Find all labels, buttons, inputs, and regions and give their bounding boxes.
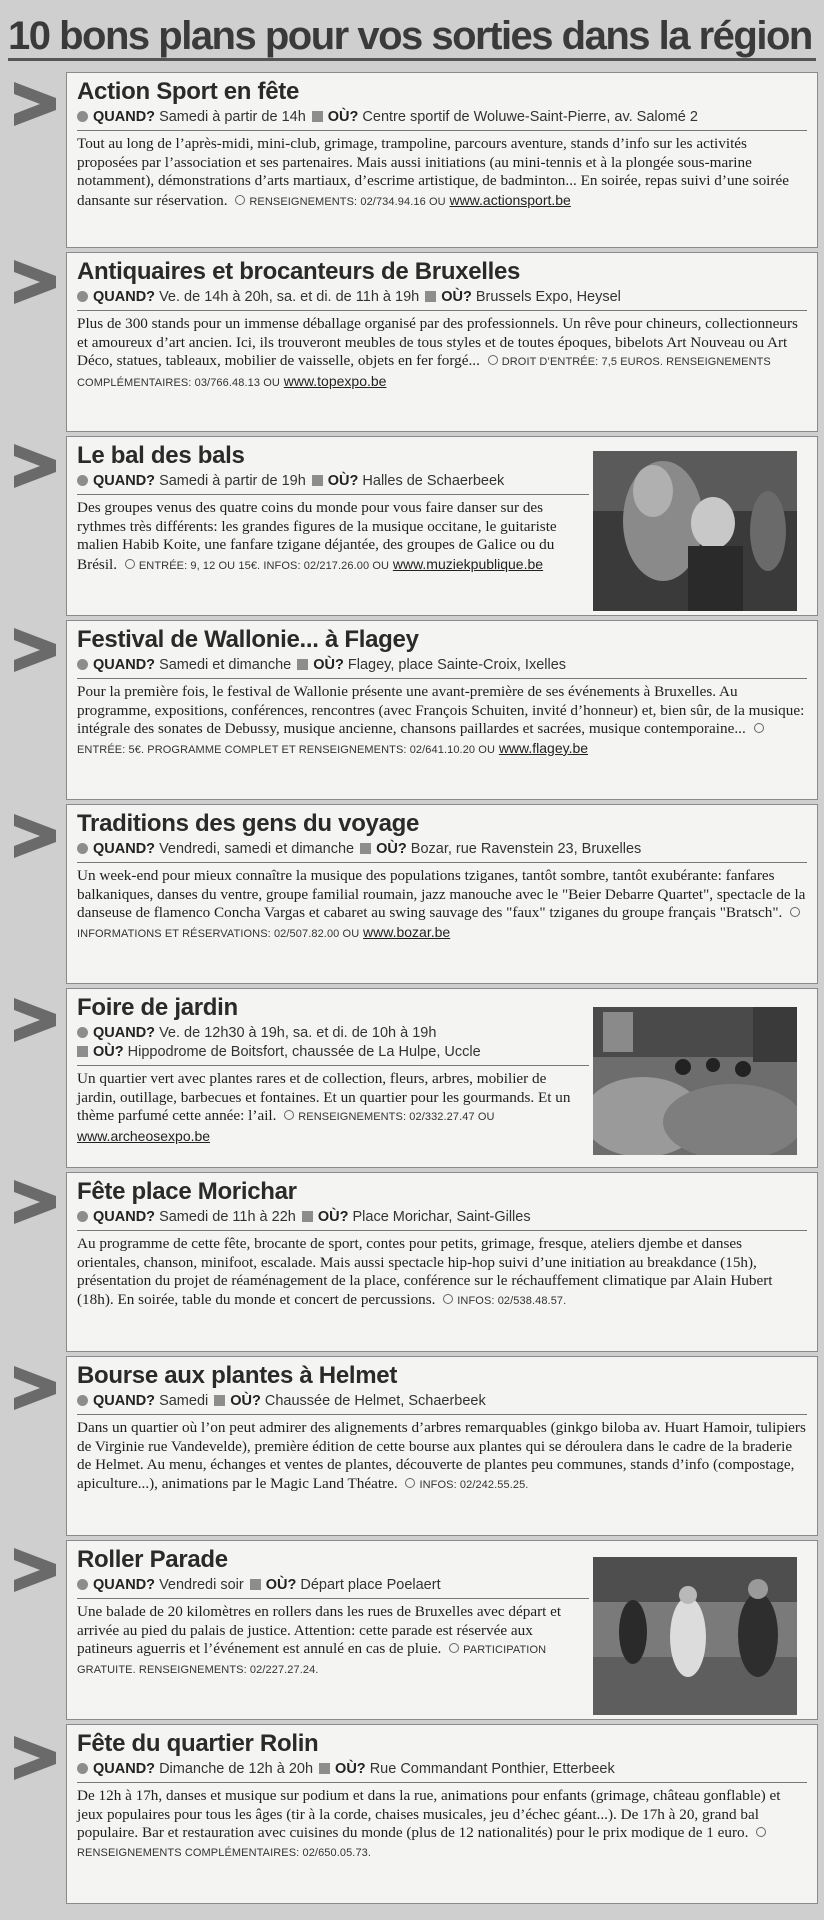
event-where: Départ place Poelaert <box>300 1577 441 1593</box>
chevron-icon <box>10 994 60 1046</box>
dancers-photo <box>593 451 797 611</box>
event-title: Le bal des bals <box>77 442 245 469</box>
bullet-square-icon <box>297 659 308 670</box>
event-description <box>77 1603 589 1679</box>
event-when: Ve. de 12h30 à 19h, sa. et di. de 10h à 19h <box>159 1025 437 1041</box>
event-info: RENSEIGNEMENTS COMPLÉMENTAIRES: 02/650.05.73. <box>77 1846 372 1859</box>
event-meta <box>77 655 807 679</box>
event-where: Chaussée de Helmet, Schaerbeek <box>264 1393 486 1409</box>
event-meta <box>77 839 807 863</box>
when-label: QUAND? <box>93 1393 156 1409</box>
event-when: Samedi à partir de 14h <box>159 109 306 125</box>
event-body: Dans un quartier où l’on peut admirer des alignements d’arbres remarquables (ginkgo biloba av. Huart Hamoir, tulipiers de Virginie rue Vandevelde), première édition de cette bourse aux plantes qui se déroulera dans le cadre de la braderie de Helmet. Au menu, échanges et ventes de plantes, découverte de plantes peu communes, stands d’info (compostage, apiculture...), animations par le Magic Land Théatre. <box>77 1419 806 1492</box>
event-where: Brussels Expo, Heysel <box>475 289 621 305</box>
chevron-icon <box>10 1362 60 1414</box>
when-label: QUAND? <box>93 109 156 125</box>
event-box <box>66 1356 818 1536</box>
chevron-icon <box>10 624 60 676</box>
bullet-square-icon <box>214 1395 225 1406</box>
event-when: Samedi à partir de 19h <box>159 473 306 489</box>
event-where: Rue Commandant Ponthier, Etterbeek <box>369 1761 615 1777</box>
bullet-dot-icon <box>77 291 88 302</box>
event-where: Flagey, place Sainte-Croix, Ixelles <box>347 657 567 673</box>
bullet-square-icon <box>360 843 371 854</box>
event-url[interactable]: www.muziekpublique.be <box>392 555 544 572</box>
event-box <box>66 1172 818 1352</box>
event-info: INFORMATIONS ET RÉSERVATIONS: 02/507.82.00 OU <box>77 927 360 940</box>
event-url[interactable]: www.archeosexpo.be <box>77 1127 211 1144</box>
event-title: Action Sport en fête <box>77 78 300 105</box>
event-when: Vendredi, samedi et dimanche <box>159 841 355 857</box>
event-title: Traditions des gens du voyage <box>77 810 420 837</box>
event-description <box>77 499 589 575</box>
event-where: Hippodrome de Boitsfort, chaussée de La Hulpe, Uccle <box>127 1044 481 1060</box>
event-url[interactable]: www.actionsport.be <box>449 191 571 208</box>
bullet-square-icon <box>250 1579 261 1590</box>
event-title: Antiquaires et brocanteurs de Bruxelles <box>77 258 521 285</box>
chevron-icon <box>10 1176 60 1228</box>
info-icon <box>488 355 498 365</box>
event-title: Festival de Wallonie... à Flagey <box>77 626 419 653</box>
event-body: Tout au long de l’après-midi, mini-club, grimage, trampoline, parcours aventure, stands d’info sur les activités proposées par l’association et ses partenaires. Mais aussi initiations (au mini-tennis et à la plongée sous-marine notamment), démonstrations d’arts martiaux, d’escrime artistique, de badminton... En soirée, repas suivi d’une soirée dansante sur réservation. <box>77 135 789 209</box>
event-when: Samedi <box>159 1393 209 1409</box>
event-body: Un quartier vert avec plantes rares et de collection, fleurs, arbres, mobilier de jardin, outillage, barbecues et fontaines. Et un quartier pour les gourmands. Et un thème parfumé cette année: l’ail. <box>77 1070 571 1125</box>
event-info: INFOS: 02/538.48.57. <box>457 1294 567 1307</box>
info-icon <box>790 907 800 917</box>
event-body: Plus de 300 stands pour un immense déballage organisé par des professionnels. Un rêve pour chineurs, collectionneurs et amoureux d’art ancien. Ici, ils trouveront meubles de tous styles et de toutes époques, bibelots Art Nouveau ou Art Déco, statues, tableaux, mobilier de vaisselle, objets en fer forgé... <box>77 315 798 370</box>
event-description <box>77 135 807 211</box>
bullet-square-icon <box>77 1046 88 1057</box>
event-where: Place Morichar, Saint-Gilles <box>352 1209 531 1225</box>
event-title: Fête place Morichar <box>77 1178 297 1205</box>
where-label: OÙ? <box>313 657 344 673</box>
event-info: DROIT D’ENTRÉE: 7,5 EUROS. RENSEIGNEMENTS COMPLÉMENTAIRES: 03/766.48.13 OU <box>77 356 771 389</box>
garden-fair-photo <box>593 1007 797 1155</box>
bullet-dot-icon <box>77 1027 88 1038</box>
event-description <box>77 683 807 759</box>
event-meta <box>77 107 807 131</box>
event-title: Roller Parade <box>77 1546 228 1573</box>
event-box <box>66 252 818 432</box>
where-label: OÙ? <box>230 1393 261 1409</box>
event-when: Samedi de 11h à 22h <box>159 1209 296 1225</box>
event-box <box>66 804 818 984</box>
event-meta <box>77 1207 807 1231</box>
info-icon <box>443 1294 453 1304</box>
event-meta <box>77 1759 807 1783</box>
when-label: QUAND? <box>93 1577 156 1593</box>
bullet-dot-icon <box>77 111 88 122</box>
event-when: Samedi et dimanche <box>159 657 292 673</box>
event-info: RENSEIGNEMENTS: 02/332.27.47 OU <box>298 1111 495 1124</box>
event-info: PARTICIPATION GRATUITE. RENSEIGNEMENTS: 02/227.27.24. <box>77 1644 547 1676</box>
where-label: OÙ? <box>265 1577 297 1593</box>
when-label: QUAND? <box>93 289 156 305</box>
event-description <box>77 1070 589 1146</box>
chevron-icon <box>10 256 60 308</box>
event-body: De 12h à 17h, danses et musique sur podium et dans la rue, animations pour enfants (grimage, château gonflable) et jeux populaires pour tous les âges (tir à la corde, chaises musicales, jeu d’échec géant...). De 17h à 20, grand bal populaire. Bar et restauration avec cuisines du monde (plus de 12 nationalités) pour le prix modique de 1 euro. <box>77 1787 781 1842</box>
chevron-icon <box>10 1732 60 1784</box>
where-label: OÙ? <box>93 1044 124 1060</box>
page-headline: 10 bons plans pour vos sorties dans la région <box>8 14 812 58</box>
chevron-icon <box>10 78 60 130</box>
event-title: Foire de jardin <box>77 994 238 1021</box>
event-description <box>77 1787 807 1862</box>
info-icon <box>405 1478 415 1488</box>
info-icon <box>235 195 245 205</box>
where-label: OÙ? <box>317 1209 349 1225</box>
where-label: OÙ? <box>335 1761 366 1777</box>
event-box <box>66 436 818 616</box>
event-box <box>66 72 818 248</box>
event-body: Pour la première fois, le festival de Wallonie présente une avant-première de ses événements à Bruxelles. Au programme, expositions, conférences, rencontres (avec François Schuiten, invité d’honneur) et, bien sûr, de la musique: intégrale des sonates de Debussy, musique ancienne, chansons paillardes et sacrées, musique contemporaine... <box>77 683 805 738</box>
event-description <box>77 315 807 392</box>
event-meta <box>77 471 589 495</box>
event-url[interactable]: www.flagey.be <box>498 739 589 756</box>
roller-parade-photo <box>593 1557 797 1715</box>
headline-rule <box>8 58 816 61</box>
event-box <box>66 988 818 1168</box>
where-label: OÙ? <box>441 289 472 305</box>
event-box <box>66 1540 818 1720</box>
event-where: Halles de Schaerbeek <box>362 473 505 489</box>
event-body: Une balade de 20 kilomètres en rollers dans les rues de Bruxelles avec départ et arrivée au pied du palais de justice. Attention: cette parade est réservée aux patineurs aguerris et l’événement est annulé en cas de pluie. <box>77 1603 562 1658</box>
bullet-square-icon <box>302 1211 313 1222</box>
event-meta <box>77 1391 807 1415</box>
bullet-square-icon <box>312 111 323 122</box>
where-label: OÙ? <box>327 473 359 489</box>
event-when: Vendredi soir <box>159 1577 244 1593</box>
bullet-square-icon <box>425 291 436 302</box>
event-body: Au programme de cette fête, brocante de sport, contes pour petits, grimage, fresque, ateliers djembe et danses orientales, chanson, minifoot, escalade. Mais aussi spectacle hip-hop suivi d’une initiation au breakdance (15h), présentation du projet de réaménagement de la place, conférence sur le réchauffement climatique par Alain Hubert (18h). En soirée, table du monde et concert de percussions. <box>77 1235 773 1308</box>
info-icon <box>449 1643 459 1653</box>
event-description <box>77 1419 807 1494</box>
event-meta <box>77 1023 589 1066</box>
chevron-icon <box>10 1544 60 1596</box>
info-icon <box>756 1827 766 1837</box>
event-box <box>66 1724 818 1904</box>
bullet-dot-icon <box>77 1395 88 1406</box>
bullet-dot-icon <box>77 1579 88 1590</box>
event-info: RENSEIGNEMENTS: 02/734.94.16 OU <box>249 195 446 208</box>
where-label: OÙ? <box>327 109 359 125</box>
event-when: Dimanche de 12h à 20h <box>159 1761 314 1777</box>
when-label: QUAND? <box>93 1761 156 1777</box>
when-label: QUAND? <box>93 1209 156 1225</box>
event-title: Bourse aux plantes à Helmet <box>77 1362 398 1389</box>
when-label: QUAND? <box>93 841 156 857</box>
event-where: Bozar, rue Ravenstein 23, Bruxelles <box>410 841 642 857</box>
bullet-dot-icon <box>77 1211 88 1222</box>
bullet-dot-icon <box>77 475 88 486</box>
event-info: ENTRÉE: 5€. PROGRAMME COMPLET ET RENSEIGNEMENTS: 02/641.10.20 OU <box>77 743 496 756</box>
when-label: QUAND? <box>93 473 156 489</box>
event-info: ENTRÉE: 9, 12 OU 15€. INFOS: 02/217.26.00 OU <box>138 559 390 572</box>
when-label: QUAND? <box>93 1025 156 1041</box>
info-icon <box>754 723 764 733</box>
bullet-dot-icon <box>77 843 88 854</box>
event-description <box>77 1235 807 1310</box>
bullet-dot-icon <box>77 659 88 670</box>
bullet-square-icon <box>312 475 323 486</box>
event-body: Un week-end pour mieux connaître la musique des populations tziganes, tantôt sombre, tantôt exubérante: fanfares balkaniques, danses du ventre, groupe familial roumain, jazz manouche avec le "Beier Debarre Quartet", spectacle de la danseuse de flamenco Concha Vargas et cabaret au swing sauvage des "faux" tziganes du groupe français "Bratsch". <box>77 867 806 922</box>
event-when: Ve. de 14h à 20h, sa. et di. de 11h à 19h <box>159 289 420 305</box>
event-meta <box>77 287 807 311</box>
event-where: Centre sportif de Woluwe-Saint-Pierre, av. Salomé 2 <box>362 109 698 125</box>
event-url[interactable]: www.bozar.be <box>363 923 451 940</box>
event-title: Fête du quartier Rolin <box>77 1730 319 1757</box>
event-url[interactable]: www.topexpo.be <box>283 372 387 389</box>
event-info: INFOS: 02/242.55.25. <box>419 1478 529 1491</box>
chevron-icon <box>10 440 60 492</box>
bullet-dot-icon <box>77 1763 88 1774</box>
event-meta <box>77 1575 589 1599</box>
bullet-square-icon <box>319 1763 330 1774</box>
where-label: OÙ? <box>376 841 407 857</box>
info-icon <box>284 1110 294 1120</box>
event-description <box>77 867 807 943</box>
chevron-icon <box>10 810 60 862</box>
event-body: Des groupes venus des quatre coins du monde pour vous faire danser sur des rythmes très différents: les grandes figures de la musique occitane, le guitariste malien Habib Koite, une fanfare tzigane déjantée, des groupes de Galice ou du Brésil. <box>77 499 557 573</box>
when-label: QUAND? <box>93 657 156 673</box>
event-box <box>66 620 818 800</box>
info-icon <box>125 559 135 569</box>
